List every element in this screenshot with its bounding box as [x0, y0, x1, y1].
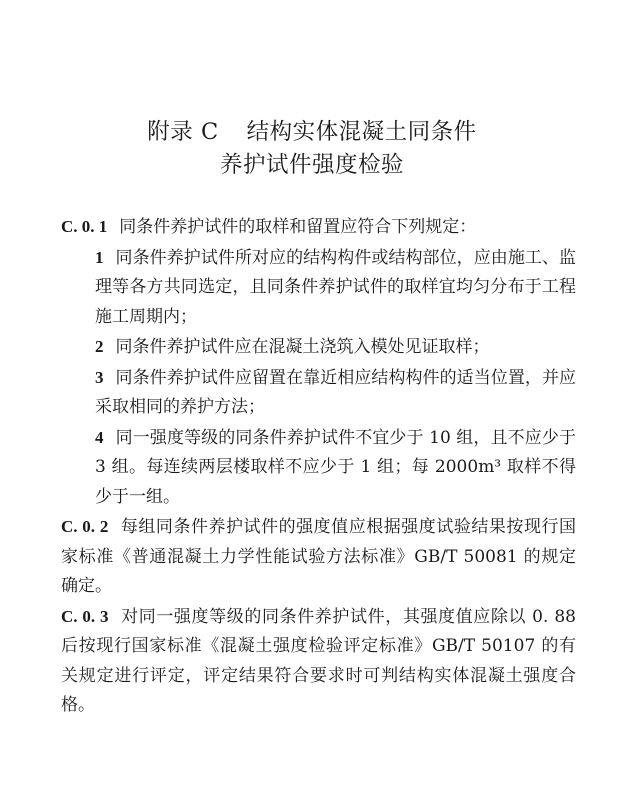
- appendix-title: [0, 117, 624, 147]
- appendix-subtitle: 养护试件强度检验: [219, 152, 404, 178]
- item-number: 4: [95, 427, 104, 447]
- item-text: 同条件养护试件所对应的结构构件或结构部位，应由施工、监理等各方共同选定，且同条件养护试件的取样宜均匀分布于工程施工周期内；: [95, 247, 576, 327]
- clause-text: 对同一强度等级的同条件养护试件，其强度值应除以 0. 88 后按现行国家标准《混凝土强度检验评定标准》GB/T 50107 的有关规定进行评定，评定结果符合要求时可判结构实体混凝土强度合格。: [61, 606, 576, 715]
- item-number: 1: [95, 247, 104, 267]
- clause-text: 每组同条件养护试件的强度值应根据强度试验结果按现行国家标准《普通混凝土力学性能试验方法标准》GB/T 50081 的规定确定。: [61, 517, 577, 596]
- clause-c01-item-1: [61, 243, 576, 333]
- clause-c01: [61, 212, 576, 243]
- clause-c01-item-2: [61, 332, 576, 363]
- item-number: 2: [95, 337, 104, 356]
- appendix-title-line1: 结构实体混凝土同条件: [246, 119, 477, 145]
- appendix-label: 附录 C: [147, 119, 219, 145]
- item-number: 3: [95, 367, 104, 387]
- clause-number: C. 0. 1: [61, 217, 108, 236]
- appendix-body: [61, 212, 576, 721]
- item-text: 同条件养护试件应留置在靠近相应结构构件的适当位置，并应采取相同的养护方法；: [95, 367, 576, 417]
- clause-text: 同条件养护试件的取样和留置应符合下列规定：: [119, 217, 477, 237]
- clause-c03: [61, 602, 576, 721]
- item-text: 同条件养护试件应在混凝土浇筑入模处见证取样；: [115, 337, 490, 357]
- clause-number: C. 0. 2: [61, 517, 109, 536]
- clause-c01-item-3: [61, 363, 576, 423]
- clause-c02: [61, 512, 576, 602]
- clause-c01-item-4: [61, 423, 576, 513]
- item-text: 同一强度等级的同条件养护试件不宜少于 10 组，且不应少于 3 组。每连续两层楼取样不应少于 1 组；每 2000m³ 取样不得少于一组。: [95, 427, 576, 507]
- clause-number: C. 0. 3: [61, 606, 109, 626]
